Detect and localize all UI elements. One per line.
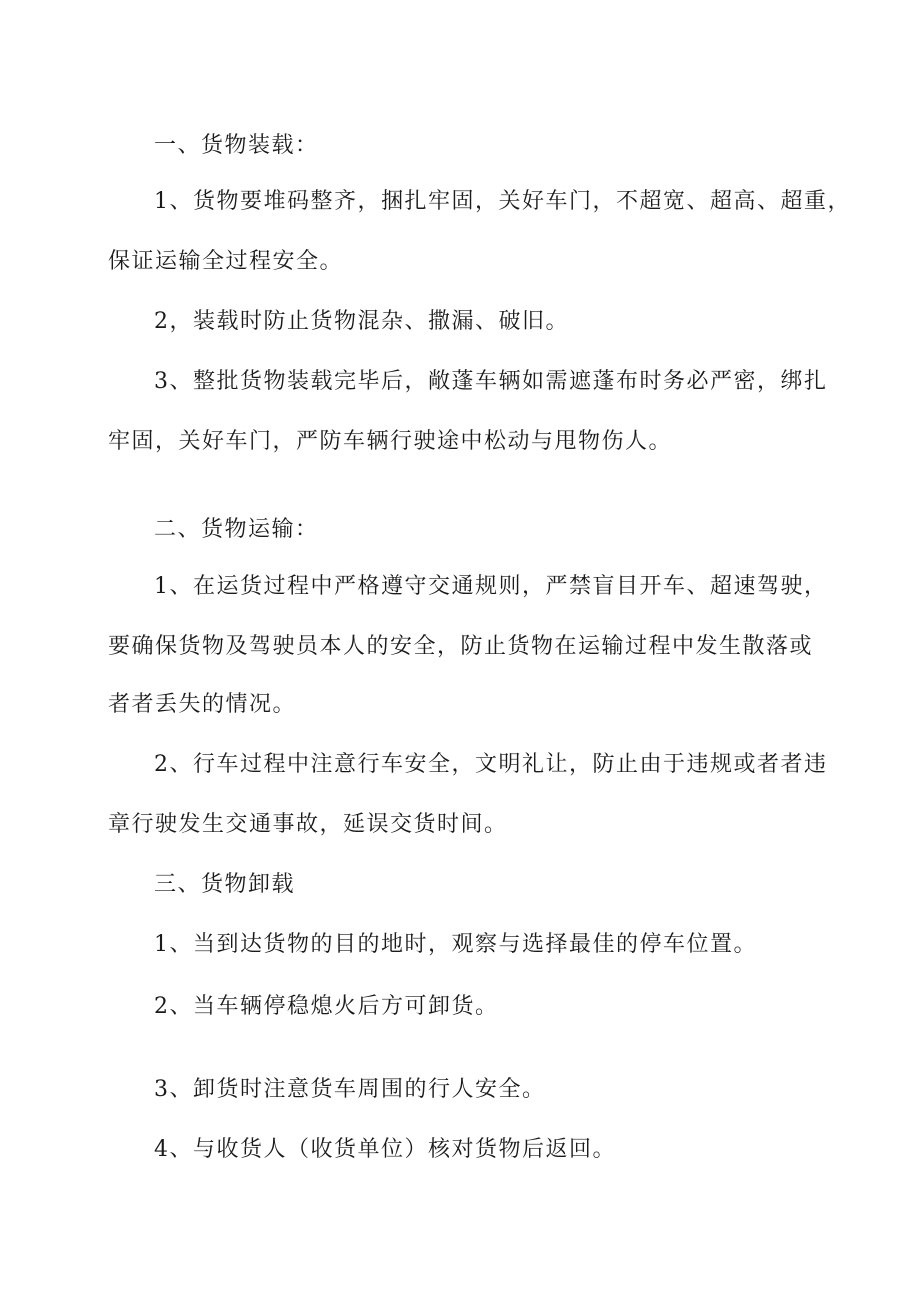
section-heading-transport: 二、货物运输： [154, 517, 319, 542]
paragraph-line: 3、整批货物装载完毕后，敞蓬车辆如需遮蓬布时务必严密，绑扎 [154, 369, 828, 394]
paragraph-line: 2、行车过程中注意行车安全，文明礼让，防止由于违规或者者违 [154, 752, 828, 777]
paragraph-line: 牢固，关好车门，严防车辆行驶途中松动与甩物伤人。 [108, 429, 673, 454]
section-heading-unloading: 三、货物卸载 [154, 872, 296, 897]
paragraph-line: 者者丢失的情况。 [108, 692, 297, 717]
section-heading-loading: 一、货物装载： [154, 133, 319, 158]
paragraph-line: 要确保货物及驾驶员本人的安全，防止货物在运输过程中发生散落或 [108, 634, 814, 659]
paragraph-line: 1、在运货过程中严格遵守交通规则，严禁盲目开车、超速驾驶， [154, 574, 828, 599]
paragraph-line: 保证运输全过程安全。 [108, 249, 344, 274]
paragraph-line: 2，装载时防止货物混杂、撒漏、破旧。 [154, 309, 569, 334]
paragraph-line: 1、货物要堆码整齐，捆扎牢固，关好车门，不超宽、超高、超重， [154, 189, 851, 214]
paragraph-line: 3、卸货时注意货车周围的行人安全。 [154, 1077, 546, 1102]
paragraph-line: 章行驶发生交通事故，延误交货时间。 [108, 812, 508, 837]
paragraph-line: 4、与收货人（收货单位）核对货物后返回。 [154, 1137, 616, 1162]
paragraph-line: 1、当到达货物的目的地时，观察与选择最佳的停车位置。 [154, 932, 757, 957]
paragraph-line: 2、当车辆停稳熄火后方可卸货。 [154, 994, 499, 1019]
